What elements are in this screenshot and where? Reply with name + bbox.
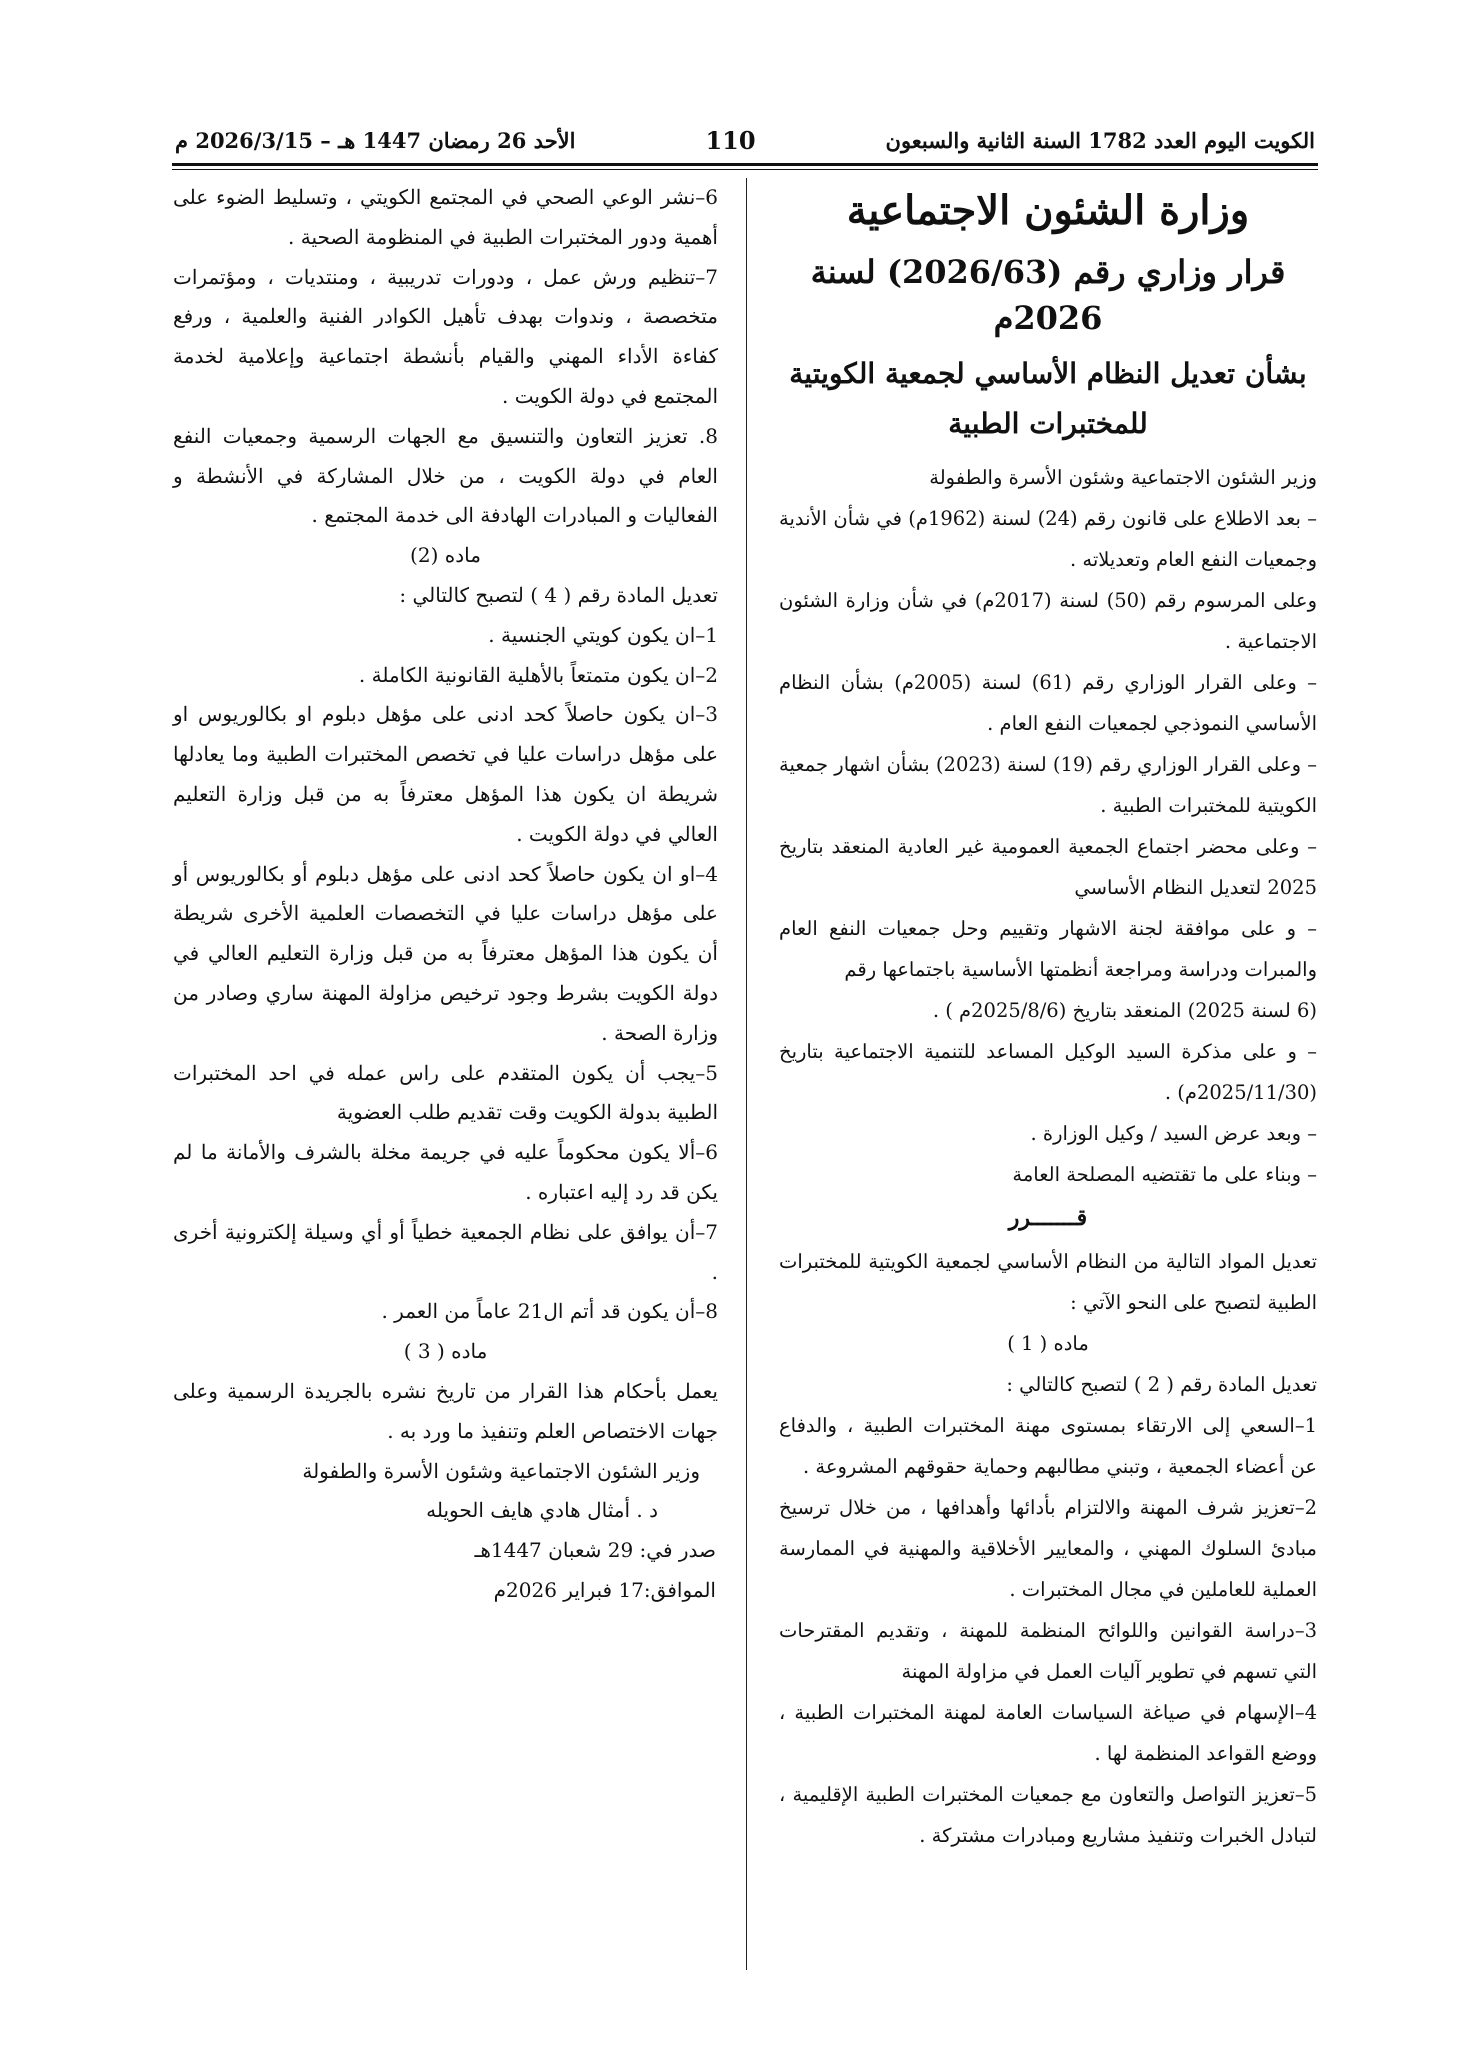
signature-title: وزير الشئون الاجتماعية وشئون الأسرة والطفولة: [302, 1458, 700, 1483]
decision-subject: [779, 349, 1317, 449]
issued-date: صدر في: 29 شعبان 1447هـ: [474, 1538, 716, 1563]
header-rule-thick: [172, 163, 1318, 166]
decides-heading: قـــــــرر: [1008, 1205, 1088, 1231]
preamble-para: – بعد الاطلاع على قانون رقم (24) لسنة (1962م) في شأن الأندية وجمعيات النفع العام وتعديلاته .: [779, 507, 1317, 571]
article-2-item: 4–او ان يكون حاصلاً كحد ادنى على مؤهل دبلوم أو بكالوريوس أو على مؤهل دراسات عليا في التخصصات العلمية الأخرى شريطة أن يكون هذا المؤهل معترفاً به من قبل وزارة التعليم العالي في دولة الكويت بشرط وجود ترخيص مزاولة المهنة ساري وصادر من وزارة الصحة .: [173, 861, 718, 1045]
article-2-item: 2–ان يكون متمتعاً بالأهلية القانونية الكاملة .: [358, 662, 718, 687]
decision-title: قرار وزاري رقم (2026/63) لسنة 2026م: [810, 253, 1286, 337]
right-column: [779, 185, 1317, 1856]
column-divider: [746, 178, 747, 1970]
article-1-item: 5–تعزيز التواصل والتعاون مع جمعيات المختبرات الطبية الإقليمية ، لتبادل الخبرات وتنفيذ مشاريع ومبادرات مشتركة .: [779, 1783, 1317, 1847]
article-2-item: 1–ان يكون كويتي الجنسية .: [488, 622, 718, 647]
preamble-para: – وبناء على ما تقتضيه المصلحة العامة: [1012, 1163, 1317, 1186]
preamble-para: – و على موافقة لجنة الاشهار وتقييم وحل جمعيات النفع العام والمبرات ودراسة ومراجعة أنظمتها الأساسية باجتماعها رقم: [779, 917, 1317, 981]
article-2-item: 8–أن يكون قد أتم ال21 عاماً من العمر .: [381, 1299, 718, 1324]
signature-name: د . أمثال هادي هايف الحويله: [426, 1498, 658, 1523]
gazette-issue: الكويت اليوم العدد 1782 السنة الثانية والسبعون: [885, 127, 1315, 153]
subject-line-2: للمختبرات الطبية: [948, 407, 1148, 440]
article-3-heading: ماده ( 3 ): [403, 1339, 488, 1364]
header-rule-thin: [172, 169, 1318, 170]
page-header: [175, 118, 1315, 162]
article-1-item: 6–نشر الوعي الصحي في المجتمع الكويتي ، وتسليط الضوء على أهمية ودور المختبرات الطبية في المنظومة الصحية .: [173, 185, 718, 249]
preamble-para: – وعلى القرار الوزاري رقم (61) لسنة (2005م) بشأن النظام الأساسي النموذجي لجمعيات النفع العام .: [779, 671, 1318, 735]
corresponding-date: الموافق:17 فبراير 2026م: [493, 1577, 716, 1602]
article-3-text: يعمل بأحكام هذا القرار من تاريخ نشره بالجريدة الرسمية وعلى جهات الاختصاص العلم وتنفيذ ما ورد به .: [173, 1378, 718, 1443]
preamble-para: – وبعد عرض السيد / وكيل الوزارة .: [1030, 1122, 1317, 1145]
article-1-item: 8. تعزيز التعاون والتنسيق مع الجهات الرسمية وجمعيات النفع العام في دولة الكويت ، من خلال المشاركة في الأنشطة و الفعاليات و المبادرات الهادفة الى خدمة المجتمع .: [173, 423, 718, 528]
article-2-item: 7–أن يوافق على نظام الجمعية خطياً أو أي وسيلة إلكترونية أخرى .: [173, 1219, 718, 1284]
article-1-item: 2–تعزيز شرف المهنة والالتزام بأدائها وأهدافها ، من خلال ترسيخ مبادئ السلوك المهني ، والمعايير الأخلاقية والمهنية في الممارسة العملية للعاملين في مجال المختبرات .: [779, 1496, 1317, 1601]
article-2-item: 5–يجب أن يكون المتقدم على راس عمله في احد المختبرات الطبية بدولة الكويت وقت تقديم طلب العضوية: [173, 1060, 718, 1125]
article-1-item: 1–السعي إلى الارتقاء بمستوى مهنة المختبرات الطبية ، والدفاع عن أعضاء الجمعية ، وتبني مطالبهم وحماية حقوقهم المشروعة .: [779, 1414, 1317, 1478]
article-2-heading: ماده (2): [410, 543, 481, 568]
preamble-minister: وزير الشئون الاجتماعية وشئون الأسرة والطفولة: [929, 466, 1317, 489]
article-1-item: 7–تنظيم ورش عمل ، ودورات تدريبية ، ومنتديات ، ومؤتمرات متخصصة ، وندوات بهدف تأهيل الكوادر الفنية والعلمية ، ورفع كفاءة الأداء المهني والقيام بأنشطة اجتماعية وإعلامية لخدمة المجتمع في دولة الكويت .: [173, 264, 718, 408]
preamble-para: – وعلى محضر اجتماع الجمعية العمومية غير العادية المنعقد بتاريخ 2025 لتعديل النظام الأساسي: [779, 835, 1317, 899]
article-2-item: 6–ألا يكون محكوماً عليه في جريمة مخلة بالشرف والأمانة ما لم يكن قد رد إليه اعتباره .: [173, 1140, 718, 1204]
article-2-item: 3–ان يكون حاصلاً كحد ادنى على مؤهل دبلوم او بكالوريوس او على مؤهل دراسات عليا في تخصص المختبرات الطبية وما يعادلها شريطة ان يكون هذا المؤهل معترفاً به من قبل وزارة التعليم العالي في دولة الكويت .: [173, 702, 718, 846]
preamble-para: (6 لسنة 2025) المنعقد بتاريخ (2025/8/6م ) .: [932, 999, 1317, 1022]
article-1-intro: تعديل المادة رقم ( 2 ) لتصبح كالتالي :: [1006, 1373, 1317, 1396]
issue-date: الأحد 26 رمضان 1447 هـ – 2026/3/15 م: [175, 127, 576, 153]
amend-intro: تعديل المواد التالية من النظام الأساسي لجمعية الكويتية للمختبرات الطبية لتصبح على النحو الآتي :: [779, 1250, 1317, 1314]
preamble-para: – و على مذكرة السيد الوكيل المساعد للتنمية الاجتماعية بتاريخ (2025/11/30م) .: [779, 1040, 1317, 1104]
article-2-intro: تعديل المادة رقم ( 4 ) لتصبح كالتالي :: [399, 582, 718, 607]
article-1-item: 3–دراسة القوانين واللوائح المنظمة للمهنة ، وتقديم المقترحات التي تسهم في تطوير آليات العمل في مزاولة المهنة: [779, 1619, 1317, 1683]
article-1-heading: ماده ( 1 ): [1007, 1332, 1089, 1355]
article-1-item: 4–الإسهام في صياغة السياسات العامة لمهنة المختبرات الطبية ، ووضع القواعد المنظمة لها .: [779, 1701, 1317, 1765]
left-column: [173, 178, 718, 1611]
subject-line-1: بشأن تعديل النظام الأساسي لجمعية الكويتية: [789, 357, 1307, 390]
page-number: 110: [705, 125, 756, 155]
preamble-para: وعلى المرسوم رقم (50) لسنة (2017م) في شأن وزارة الشئون الاجتماعية .: [779, 589, 1317, 653]
preamble-para: – وعلى القرار الوزاري رقم (19) لسنة (2023) بشأن اشهار جمعية الكويتية للمختبرات الطبية .: [779, 753, 1318, 817]
ministry-title: وزارة الشئون الاجتماعية: [846, 187, 1250, 234]
